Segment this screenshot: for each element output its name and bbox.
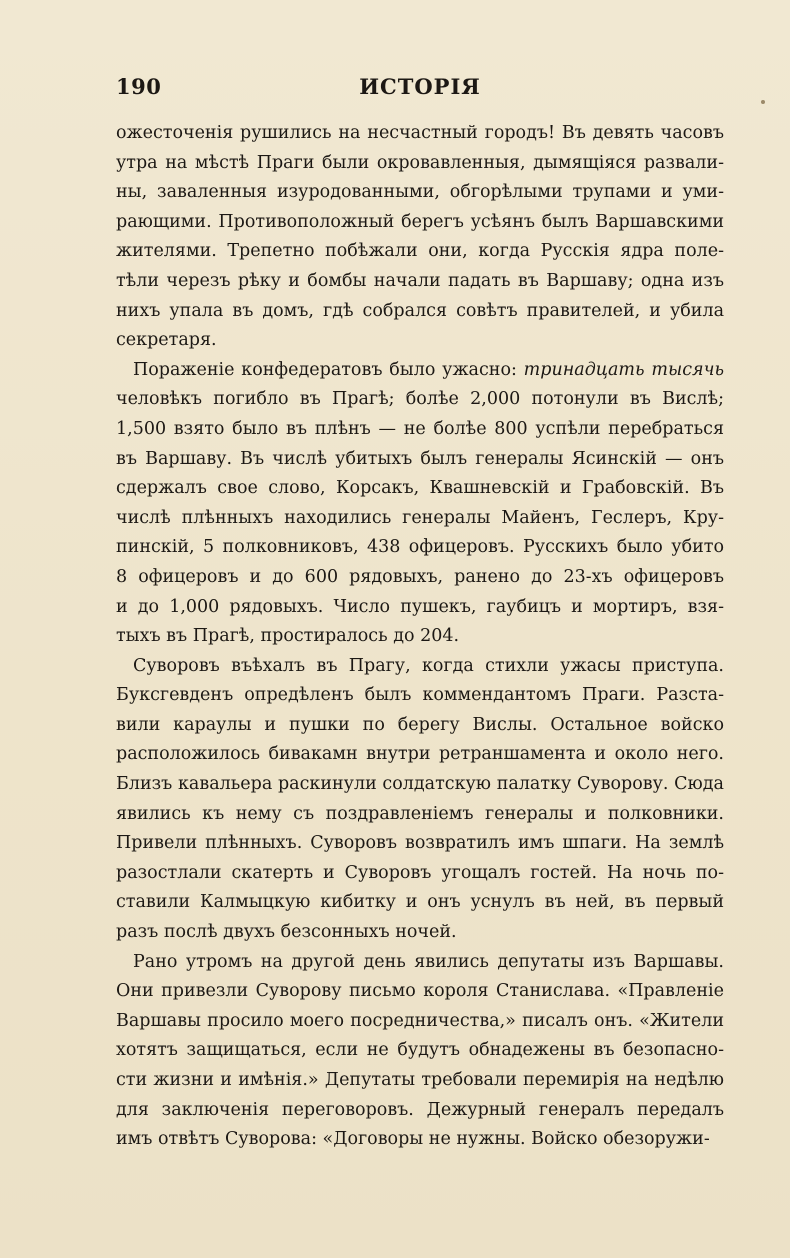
text-line: тыхъ въ Прагѣ, простиралось до 204.: [116, 626, 460, 647]
text-line: явились къ нему съ поздравленіемъ генералы и полковники.: [116, 803, 724, 824]
paragraph: [116, 119, 724, 356]
body-text: [116, 119, 724, 1155]
text-line: Буксгевденъ опредѣленъ былъ коммендантомъ Праги. Разста-: [116, 685, 724, 706]
text-line: 8 офицеровъ и до 600 рядовыхъ, ранено до 23-хъ офицеровъ: [116, 566, 724, 587]
running-title: ИСТОРІЯ: [359, 74, 481, 99]
text-line: имъ отвѣтъ Суворова: «Договоры не нужны. Войско обезоружи-: [116, 1129, 710, 1150]
page-number: 190: [116, 74, 162, 99]
text-line: ставили Калмыцкую кибитку и онъ уснулъ въ ней, въ первый: [116, 892, 724, 913]
text-line: сдержалъ свое слово, Корсакъ, Квашневскій и Грабовскій. Въ: [116, 478, 724, 499]
text-line: Рано утромъ на другой день явились депутаты изъ Варшавы.: [133, 951, 724, 972]
paragraph: [116, 356, 724, 652]
text-line: утра на мѣстѣ Праги были окровавленныя, дымящіяся развали-: [116, 152, 724, 173]
text-line: вили караулы и пушки по берегу Вислы. Остальное войско: [116, 714, 724, 735]
italic-emphasis: тринадцать тысячь: [523, 359, 724, 380]
paragraph: [116, 948, 724, 1155]
page-header: [116, 74, 724, 108]
text-line: Близъ кавальера раскинули солдатскую палатку Суворову. Сюда: [116, 774, 724, 795]
text-line: ожесточенія рушились на несчастный городъ! Въ девять часовъ: [116, 123, 724, 143]
text-line: Суворовъ въѣхалъ въ Прагу, когда стихли ужасы приступа.: [133, 655, 724, 676]
text-line: хотятъ защищаться, если не будутъ обнадежены въ безопасно-: [116, 1040, 724, 1061]
text-line: сти жизни и имѣнія.» Депутаты требовали перемирія на недѣлю: [116, 1070, 724, 1090]
text-line: разостлали скатерть и Суворовъ угощалъ гостей. На ночь по-: [116, 862, 724, 883]
text-line: разъ послѣ двухъ безсонныхъ ночей.: [116, 922, 457, 943]
text-line: тѣли черезъ рѣку и бомбы начали падать въ Варшаву; одна изъ: [116, 270, 724, 291]
text-line: нихъ упала въ домъ, гдѣ собрался совѣтъ правителей, и убила: [116, 300, 724, 321]
text-line: Привели плѣнныхъ. Суворовъ возвратилъ имъ шпаги. На землѣ: [116, 833, 724, 854]
text-run: Пораженіе конфедератовъ было ужасно:: [133, 359, 524, 380]
text-line: числѣ плѣнныхъ находились генералы Майенъ, Геслеръ, Кру-: [116, 507, 724, 528]
text-line: человѣкъ погибло въ Прагѣ; болѣе 2,000 потонули въ Вислѣ;: [116, 389, 724, 410]
text-line: въ Варшаву. Въ числѣ убитыхъ былъ генералы Ясинскій — онъ: [116, 448, 724, 469]
text-line: жителями. Трепетно побѣжали они, когда Русскія ядра поле-: [116, 241, 724, 262]
text-line: рающими. Противоположный берегъ усѣянъ былъ Варшавскими: [116, 211, 724, 232]
text-line: расположилось бивакамн внутри ретраншамента и около него.: [116, 744, 724, 765]
text-line: Они привезли Суворову письмо короля Станислава. «Правленіе: [116, 981, 724, 1002]
text-line: 1,500 взято было въ плѣнъ — не болѣе 800 успѣли перебраться: [116, 418, 724, 439]
text-line: Варшавы просило моего посредничества,» писалъ онъ. «Жители: [116, 1010, 724, 1031]
text-line: секретаря.: [116, 330, 217, 351]
paragraph: [116, 652, 724, 948]
page-speck: [761, 100, 765, 104]
text-line: ны, заваленныя изуродованными, обгорѣлыми трупами и уми-: [116, 182, 724, 203]
text-line: пинскій, 5 полковниковъ, 438 офицеровъ. Русскихъ было убито: [116, 537, 724, 558]
text-line: для заключенія переговоровъ. Дежурный генералъ передалъ: [116, 1099, 724, 1120]
text-line: и до 1,000 рядовыхъ. Число пушекъ, гаубицъ и мортиръ, взя-: [116, 596, 724, 617]
text-line: [116, 356, 724, 386]
